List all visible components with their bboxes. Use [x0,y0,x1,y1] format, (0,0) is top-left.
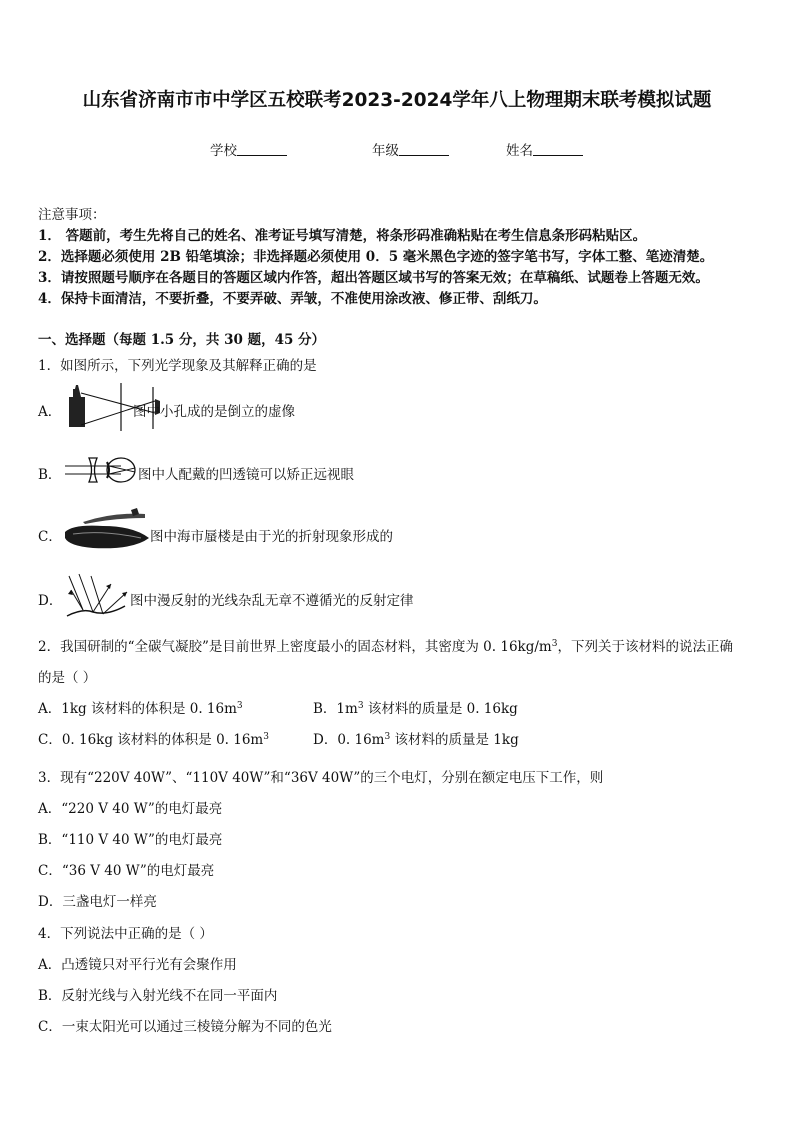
q2-stem-part1: 2．我国研制的“全碳气凝胶”是目前世界上密度最小的固态材料，其密度为 0. 16kg/m [38,639,552,655]
q4-stem: 4．下列说法中正确的是（ ） [38,926,213,942]
notice-heading: 注意事项： [38,207,106,223]
q2-option-a-text: A．1kg 该材料的体积是 0. 16m [38,701,237,717]
q1-option-a-letter: A． [38,404,62,420]
q1-option-d-letter: D． [38,593,63,609]
q2-option-c[interactable] [38,728,269,748]
q2-stem-line1 [38,635,733,655]
grade-blank[interactable] [399,143,449,156]
q3-option-a[interactable]: A．“220 V 40 W”的电灯最亮 [38,801,223,817]
eye-lens-figure [63,448,143,494]
q4-option-a[interactable]: A．凸透镜只对平行光有会聚作用 [38,957,237,973]
name-label: 姓名 [506,143,533,159]
q1-option-d-text: 图中漫反射的光线杂乱无章不遵循光的反射定律 [130,593,414,609]
school-label: 学校 [210,143,237,159]
q1-option-c-letter: C． [38,529,62,545]
q1-option-c[interactable] [38,508,458,558]
q2-option-d-end: 该材料的质量是 1kg [390,732,519,748]
school-blank[interactable] [237,143,287,156]
grade-field [372,139,449,159]
q2-option-d-text: D．0. 16m [313,732,385,748]
q3-option-b[interactable]: B．“110 V 40 W”的电灯最亮 [38,832,223,848]
q2-option-b-sup: 3 [357,701,364,711]
name-blank[interactable] [533,143,583,156]
q1-option-b-letter: B． [38,467,62,483]
q2-option-c-sup: 3 [263,732,269,742]
school-field [210,139,287,159]
q2-option-b-end: 该材料的质量是 0. 16kg [363,701,518,717]
q2-option-d-sup: 3 [384,732,391,742]
notice-item-1: 1． 答题前，考生先将自己的姓名、准考证号填写清楚，将条形码准确粘贴在考生信息条形码粘贴区。 [38,228,647,244]
q2-option-d[interactable] [313,728,519,748]
notice-item-4: 4．保持卡面清洁，不要折叠，不要弄破、弄皱，不准使用涂改液、修正带、刮纸刀。 [38,291,547,307]
q2-stem-part2: ，下列关于该材料的说法正确 [557,639,733,655]
notice-item-3: 3．请按照题号顺序在各题目的答题区域内作答，超出答题区域书写的答案无效；在草稿纸、试题卷上答题无效。 [38,270,709,286]
q2-option-b[interactable] [313,697,518,717]
q1-option-a-text: 图中小孔成的是倒立的虚像 [133,404,295,420]
diffuse-reflection-figure [63,572,133,620]
q2-stem-line2: 的是（ ） [38,670,97,686]
page-title: 山东省济南市市中学区五校联考2023-2024学年八上物理期末联考模拟试题 [82,90,712,111]
q1-option-b[interactable] [38,448,438,498]
q1-option-c-text: 图中海市蜃楼是由于光的折射现象形成的 [150,529,393,545]
q2-stem-sup: 3 [551,639,558,649]
q4-option-b[interactable]: B．反射光线与入射光线不在同一平面内 [38,988,278,1004]
q2-option-b-text: B．1m [313,701,358,717]
q3-stem: 3．现有“220V 40W”、“110V 40W”和“36V 40W”的三个电灯，分别在额定电压下工作，则 [38,770,604,786]
q2-option-a-sup: 3 [236,701,243,711]
q1-option-b-text: 图中人配戴的凹透镜可以矫正远视眼 [138,467,354,483]
q3-option-d[interactable]: D．三盏电灯一样亮 [38,894,157,910]
mirage-figure [63,508,153,554]
name-field [506,139,583,159]
q1-option-a[interactable] [38,383,438,433]
q1-stem: 1．如图所示，下列光学现象及其解释正确的是 [38,358,317,374]
q1-option-d[interactable] [38,572,458,622]
section-heading: 一、选择题（每题 1.5 分，共 30 题，45 分） [38,332,326,348]
q2-option-a[interactable] [38,697,243,717]
q2-option-c-text: C．0. 16kg 该材料的体积是 0. 16m [38,732,264,748]
q3-option-c[interactable]: C．“36 V 40 W”的电灯最亮 [38,863,215,879]
notice-item-2: 2．选择题必须使用 2B 铅笔填涂；非选择题必须使用 0．5 毫米黑色字迹的签字笔书写，字体工整、笔迹清楚。 [38,249,714,265]
q4-option-c[interactable]: C．一束太阳光可以通过三棱镜分解为不同的色光 [38,1019,332,1035]
grade-label: 年级 [372,143,399,159]
